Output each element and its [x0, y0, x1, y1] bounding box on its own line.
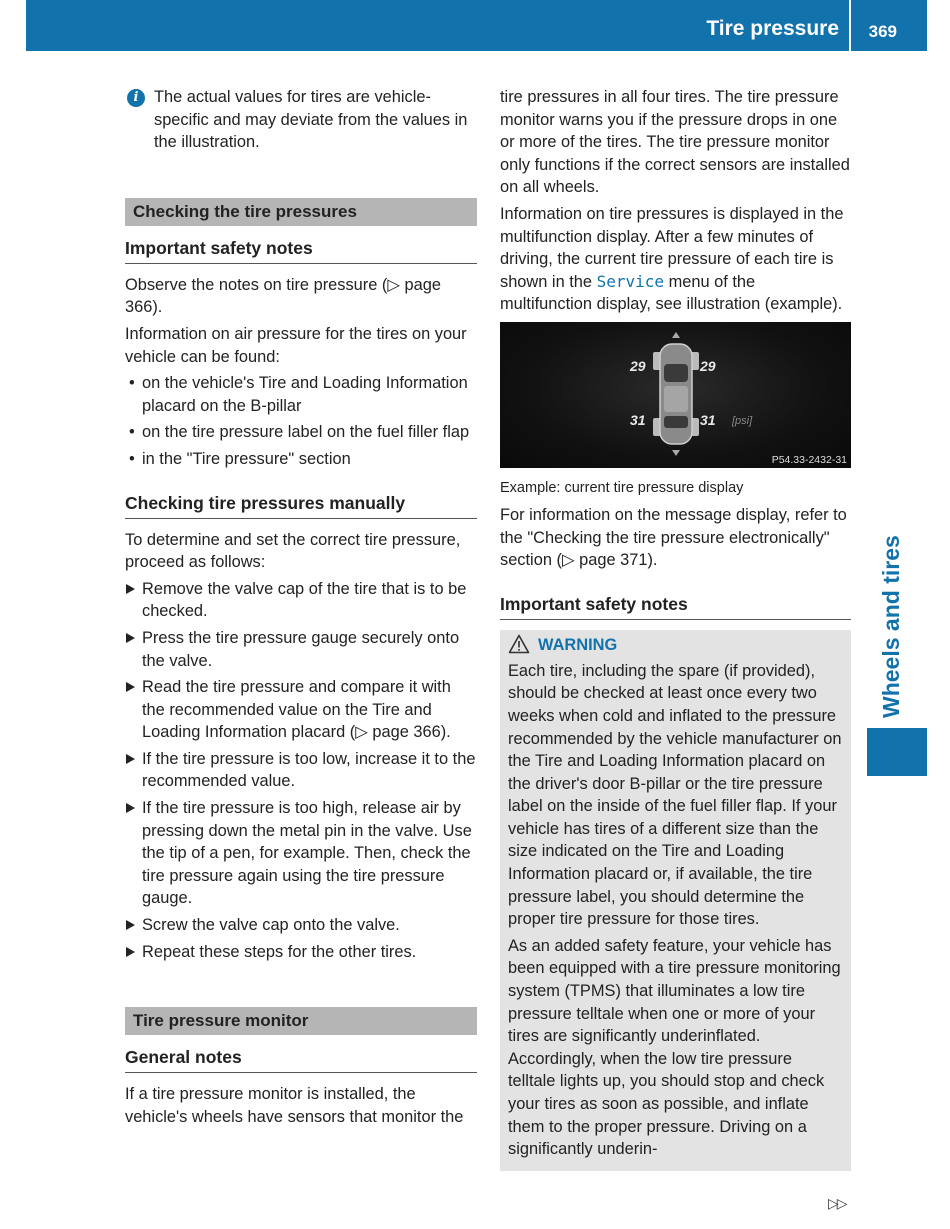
- continue-arrows: ▷▷: [828, 1195, 846, 1211]
- bullet-list: [125, 372, 477, 470]
- list-item: • on the tire pressure label on the fuel filler flap: [125, 421, 477, 444]
- step-item: Screw the valve cap onto the valve.: [125, 914, 477, 937]
- paragraph: Observe the notes on tire pressure (▷ page 366).: [125, 275, 441, 317]
- section-title-monitor: Tire pressure monitor: [125, 1007, 477, 1035]
- text-run: Information on tire pressures is displayed in the multifunction display. After a few minutes of driving, the current tire pressure of each tire is shown in the: [500, 204, 844, 291]
- figure-code: P54.33-2432-31: [771, 453, 847, 466]
- warning-paragraph: Each tire, including the spare (if provided), should be checked at least once every two weeks when cold and inflated to the pressure recommended by the vehicle manufacturer on the Tire and Loading Information placard on the driver's door B-pillar or the tire pressure label on the inside of the fuel filler flap. If your vehicle has tires of a different size than the size indicated on the Tire and Loading Information placard or, if available, the tire pressure label, you should determine the proper tire pressure for those tires.: [508, 661, 842, 929]
- header-divider: [849, 0, 851, 51]
- warning-box: [500, 630, 851, 1171]
- step-item: If the tire pressure is too high, release air by pressing down the metal pin in the valve. Use the tip of a pen, for example. Then, check the tire pressure again using the tire pressure gauge.: [125, 797, 477, 910]
- paragraph: If a tire pressure monitor is installed, the vehicle's wheels have sensors that monitor the: [125, 1085, 464, 1126]
- chapter-tab-marker: [867, 728, 927, 776]
- section-title-checking: Checking the tire pressures: [125, 198, 477, 226]
- tire-pressure-display-figure: [500, 322, 851, 468]
- info-note-text: The actual values for tires are vehicle-specific and may deviate from the values in the illustration.: [154, 88, 468, 152]
- paragraph: Information on air pressure for the tires on your vehicle can be found:: [125, 324, 467, 366]
- page-number: 369: [868, 22, 897, 41]
- step-item: Remove the valve cap of the tire that is to be checked.: [125, 578, 477, 623]
- step-item: If the tire pressure is too low, increase it to the recommended value.: [125, 748, 477, 793]
- service-menu-name: Service: [596, 271, 665, 291]
- step-list: [125, 578, 477, 964]
- step-item: Read the tire pressure and compare it with the recommended value on the Tire and Loading Information placard (▷ page 366).: [125, 676, 477, 744]
- paragraph: tire pressures in all four tires. The tire pressure monitor warns you if the pressure drops in one or more of the tires. The tire pressure monitor only functions if the correct sensors are installed on all wheels.: [500, 88, 850, 197]
- chapter-tab-label: Wheels and tires: [878, 535, 904, 718]
- heading-manual-check: Checking tire pressures manually: [125, 491, 477, 519]
- warning-paragraph: As an added safety feature, your vehicle has been equipped with a tire pressure monitoring system (TPMS) that illuminates a low tire pressure telltale when one or more of your tires are significantly underinflated. Accordingly, when the low tire pressure telltale lights up, you should stop and check your tires as soon as possible, and inflate them to the proper pressure. Driving on a significantly underin-: [508, 936, 841, 1159]
- right-column: [500, 86, 851, 1171]
- front-left-pressure: 29: [630, 357, 646, 374]
- page-header: [26, 0, 927, 51]
- warning-triangle-icon: [508, 634, 530, 654]
- warning-label: WARNING: [538, 635, 618, 654]
- step-item: Press the tire pressure gauge securely onto the valve.: [125, 627, 477, 672]
- left-column: [125, 86, 477, 1132]
- warning-header: [508, 632, 843, 658]
- text-run: menu of the multifunction display, see illustration (example).: [500, 272, 843, 314]
- info-icon: i: [127, 89, 145, 107]
- paragraph: To determine and set the correct tire pressure, proceed as follows:: [125, 530, 461, 572]
- paragraph: For information on the message display, refer to the "Checking the tire pressure electronically" section (▷ page 371).: [500, 505, 847, 570]
- heading-safety-notes: Important safety notes: [125, 236, 477, 264]
- page-title: Tire pressure: [706, 17, 839, 40]
- rear-left-pressure: 31: [630, 411, 646, 428]
- step-item: Repeat these steps for the other tires.: [125, 941, 477, 964]
- car-top-view-icon: [650, 330, 702, 460]
- heading-general-notes: General notes: [125, 1045, 477, 1073]
- rear-right-pressure: 31: [700, 411, 716, 428]
- pressure-unit: [psi]: [732, 414, 753, 427]
- paragraph: [500, 203, 851, 316]
- info-note: [125, 86, 477, 154]
- list-item: • on the vehicle's Tire and Loading Information placard on the B-pillar: [125, 372, 477, 417]
- list-item: • in the "Tire pressure" section: [125, 448, 477, 471]
- heading-safety-notes-right: Important safety notes: [500, 592, 851, 620]
- front-right-pressure: 29: [700, 357, 716, 374]
- figure-caption: Example: current tire pressure display: [500, 479, 744, 496]
